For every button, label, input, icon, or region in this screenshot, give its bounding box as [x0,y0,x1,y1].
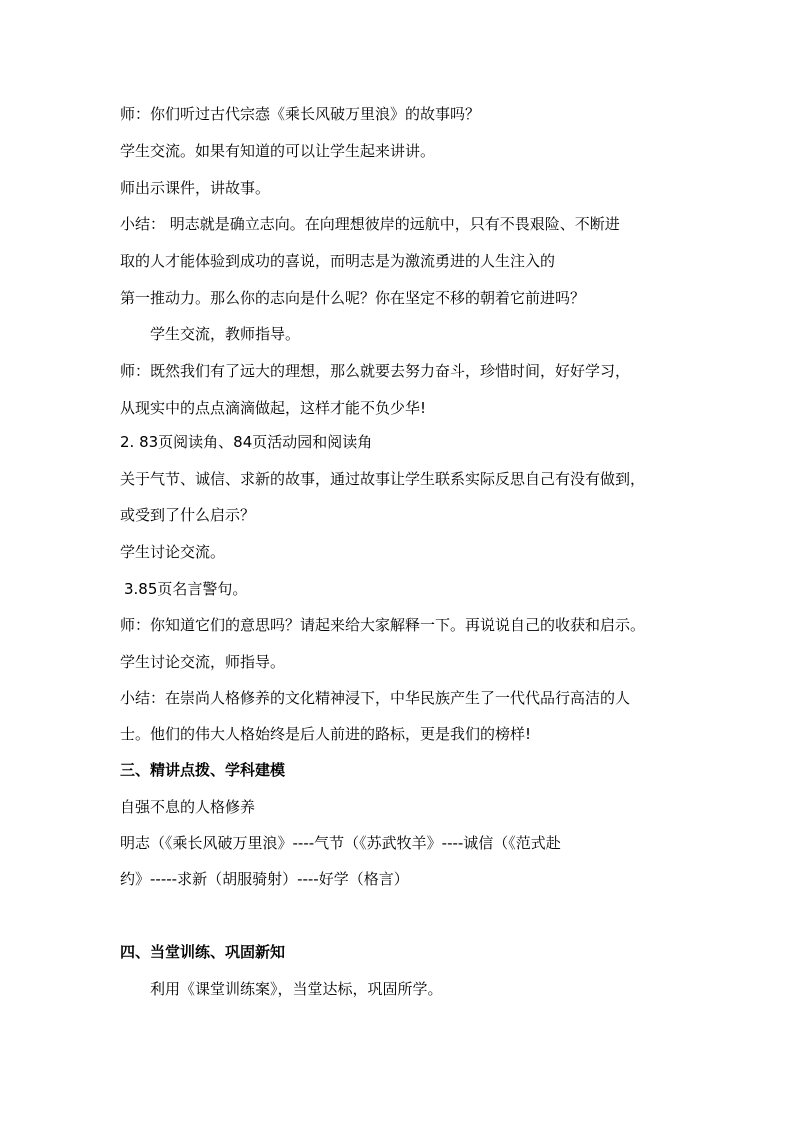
self-improvement-line: 自强不息的人格修养 [120,798,256,816]
teacher-encouragement-line-1: 师：既然我们有了远大的理想，那么就要去努力奋斗，珍惜时间，好好学习， [120,362,631,380]
training-line: 利用《课堂训练案》，当堂达标，巩固所学。 [150,980,443,998]
student-exchange-line: 学生交流。如果有知道的可以让学生起来讲讲。 [120,142,436,160]
character-summary-line-1: 小结：在崇尚人格修养的文化精神浸下，中华民族产生了一代代品行高洁的人 [120,689,631,707]
summary-line-1: 小结： 明志就是确立志向。在向理想彼岸的远航中，只有不畏艰险、不断进 [120,215,620,233]
character-summary-line-2: 士。他们的伟大人格始终是后人前进的路标，更是我们的榜样! [120,725,532,743]
model-chain-line-1: 明志（《乘长风破万里浪》----气节（《苏武牧羊》----诚信（《范式赴 [120,834,561,852]
model-chain-line-2: 约》-----求新（胡服骑射）----好学（格言） [120,870,409,888]
teacher-courseware-line: 师出示课件，讲故事。 [120,179,271,197]
teacher-question-line: 师：你们听过古代宗悫《乘长风破万里浪》的故事吗？ [120,105,481,123]
student-discussion-line: 学生讨论交流。 [120,543,226,561]
reading-activity-line: 2. 83页阅读角、84页活动园和阅读角 [120,433,373,451]
section-three-heading: 三、精讲点拨、学科建模 [120,761,286,779]
teacher-quotes-question-line: 师：你知道它们的意思吗？请起来给大家解释一下。再说说自己的收获和启示。 [120,616,646,634]
teacher-encouragement-line-2: 从现实中的点点滴滴做起，这样才能不负少华! [120,399,427,417]
story-reflection-line-1: 关于气节、诚信、求新的故事，通过故事让学生联系实际反思自己有没有做到， [120,470,646,488]
student-guidance-line: 学生交流，教师指导。 [150,325,301,343]
section-four-heading: 四、当堂训练、巩固新知 [120,943,286,961]
summary-line-3: 第一推动力。那么你的志向是什么呢？你在坚定不移的朝着它前进吗？ [120,289,586,307]
quotes-line: 3.85页名言警句。 [124,580,248,598]
story-reflection-line-2: 或受到了什么启示？ [120,506,256,524]
student-teacher-guidance-line: 学生讨论交流，师指导。 [120,653,286,671]
summary-line-2: 取的人才能体验到成功的喜说，而明志是为激流勇进的人生注入的 [120,252,556,270]
